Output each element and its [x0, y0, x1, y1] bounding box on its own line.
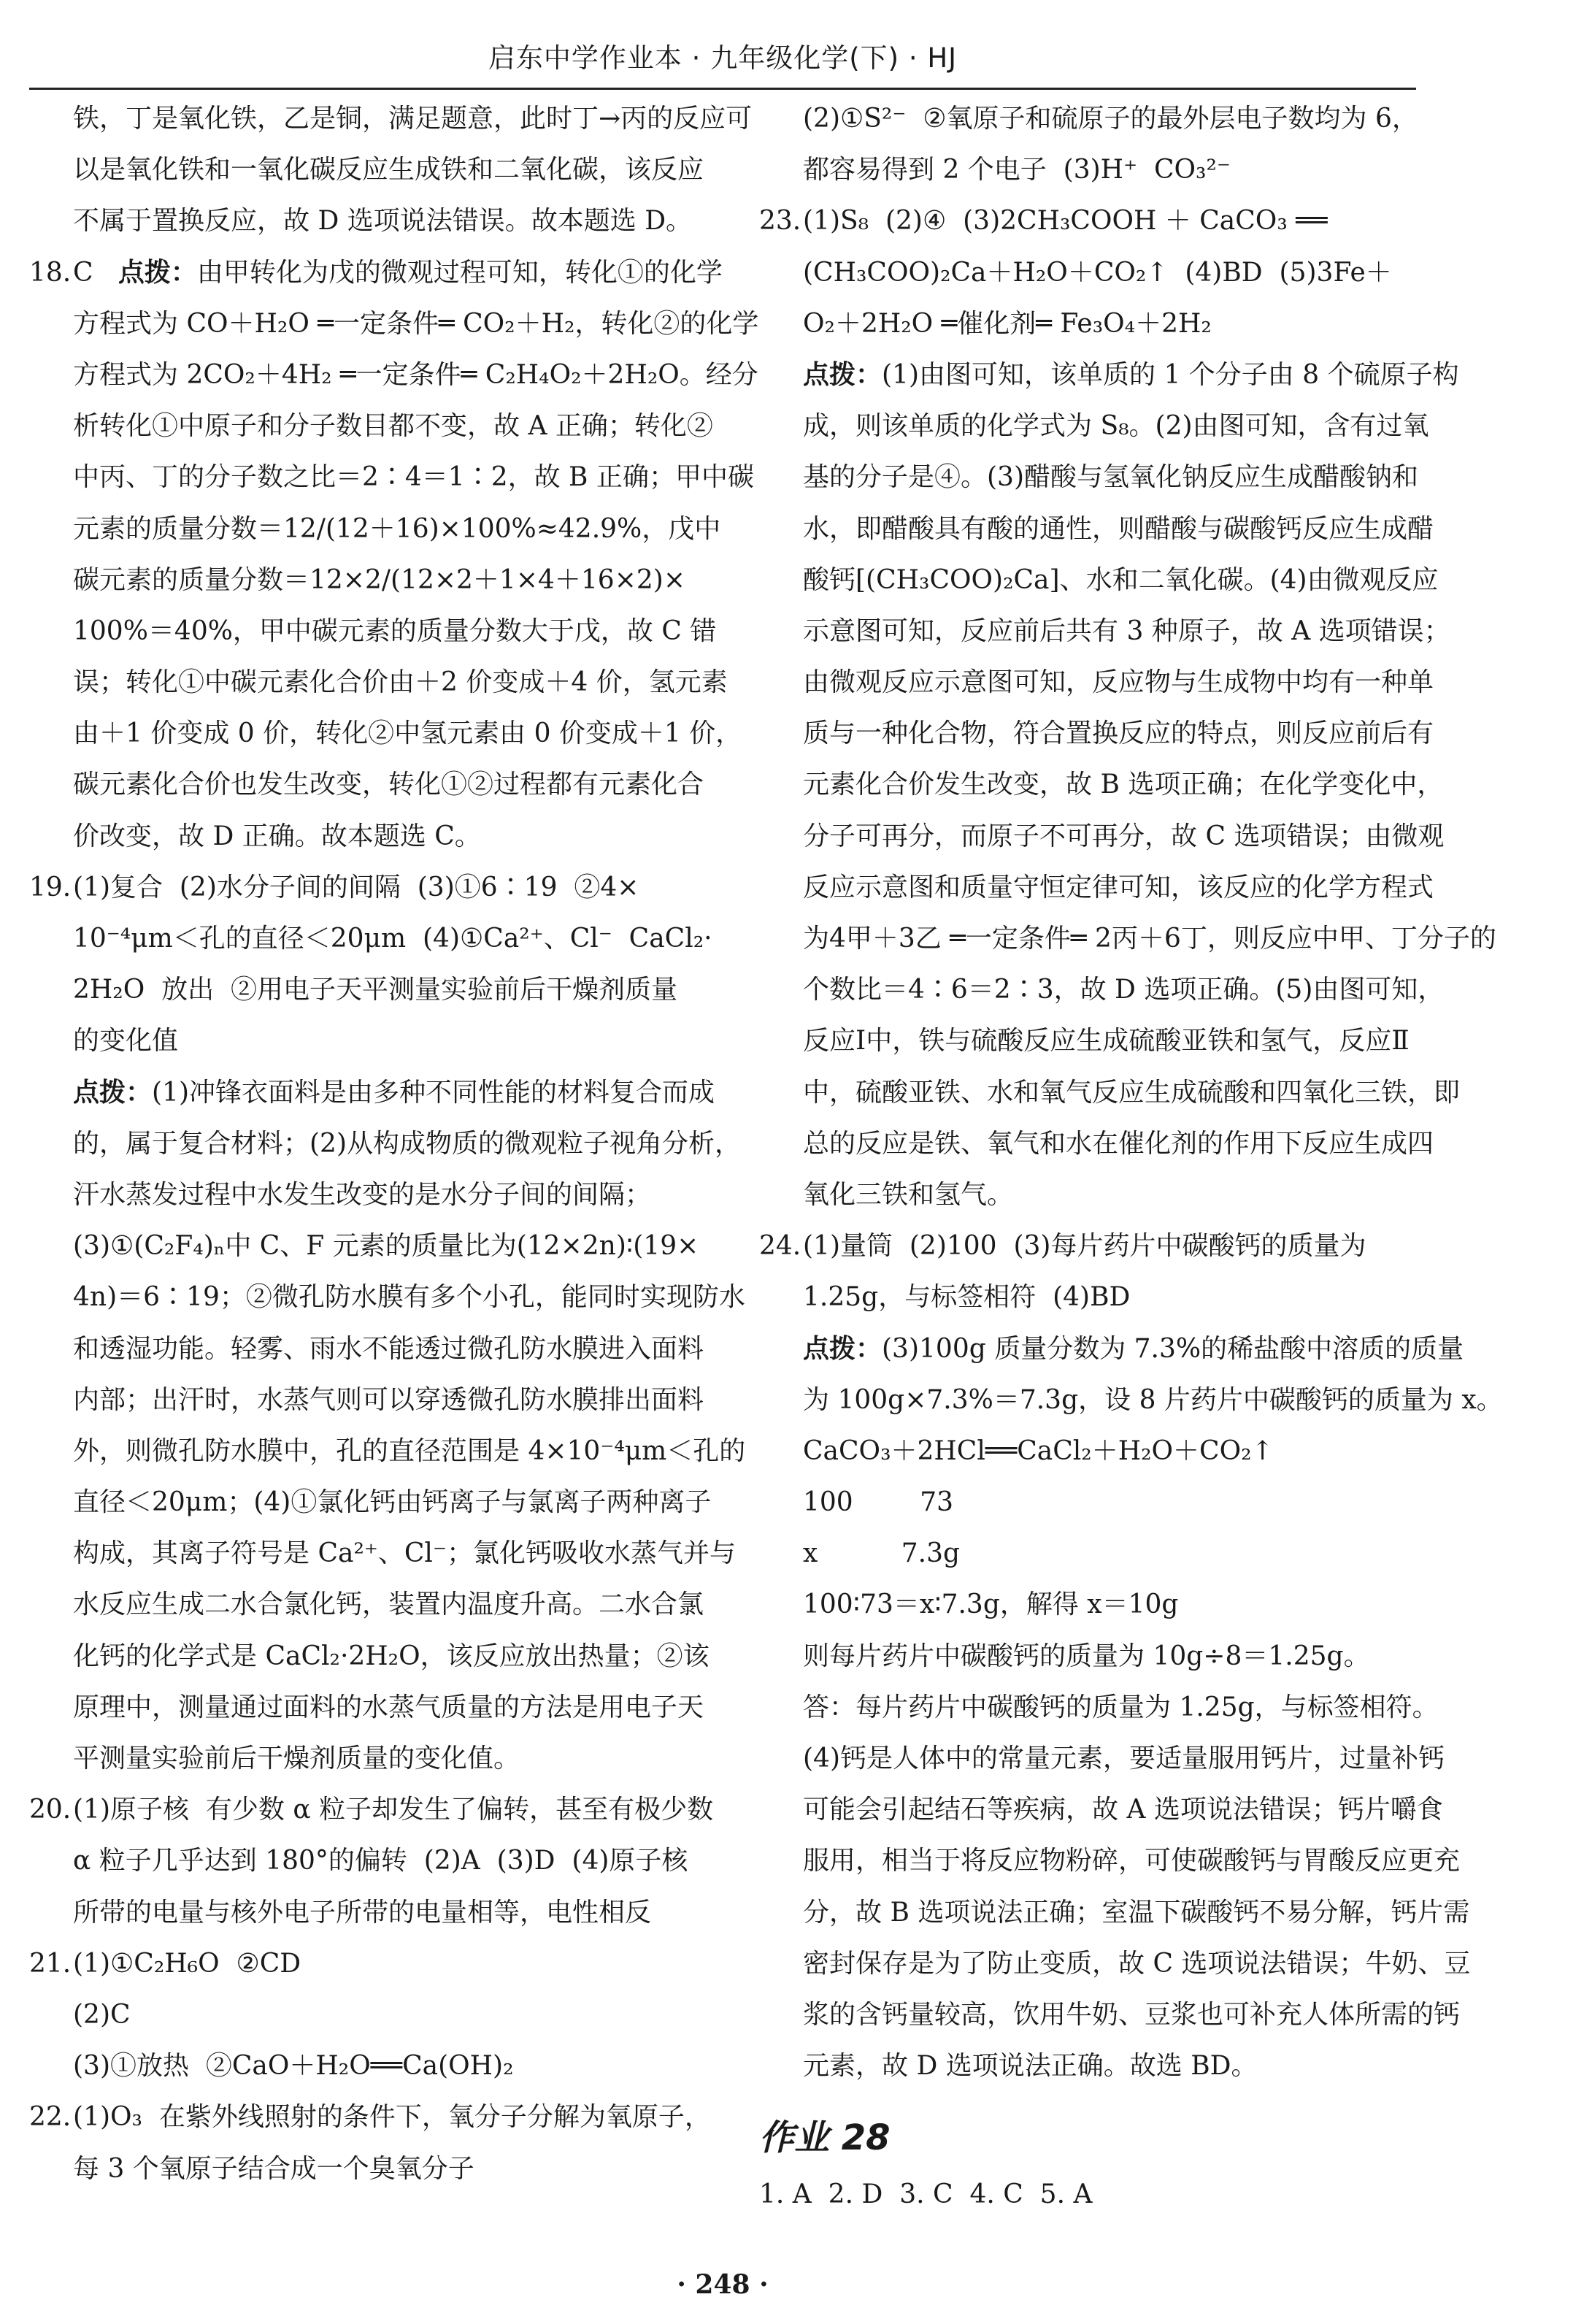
- text-line: 则每片药片中碳酸钙的质量为 10g÷8＝1.25g。: [803, 1641, 1370, 1671]
- text-line: 中丙、丁的分子数之比＝2∶4＝1∶2，故 B 正确；甲中碳: [73, 462, 754, 493]
- equation-line: x 7.3g: [803, 1538, 961, 1569]
- text-line: 误；转化①中碳元素化合价由＋2 价变成＋4 价，氢元素: [73, 667, 728, 698]
- text-line: 成，则该单质的化学式为 S₈。(2)由图可知，含有过氧: [803, 411, 1429, 442]
- text-line: 汗水蒸发过程中水发生改变的是水分子间的间隔；: [73, 1179, 652, 1210]
- left-column: [29, 93, 759, 2195]
- text-line: (3)①放热 ②CaO＋H₂O══Ca(OH)₂: [73, 2051, 514, 2082]
- text-line: 为4甲＋3乙 ═一定条件═ 2丙＋6丁，则反应中甲、丁分子的: [803, 924, 1496, 954]
- text-line: 浆的含钙量较高，饮用牛奶、豆浆也可补充人体所需的钙: [803, 1999, 1461, 2030]
- text-line: 原理中，测量通过面料的水蒸气质量的方法是用电子天: [73, 1692, 704, 1722]
- question-18: 18.C 点拨：由甲转化为戊的微观过程可知，转化①的化学: [29, 257, 723, 288]
- text-line: 每 3 个氧原子结合成一个臭氧分子: [73, 2153, 474, 2184]
- text-line: 以是氧化铁和一氧化碳反应生成铁和二氧化碳，该反应: [73, 155, 704, 185]
- text-line: 所带的电量与核外电子所带的电量相等，电性相反: [73, 1897, 652, 1928]
- question-23: 23.(1)S₈ (2)④ (3)2CH₃COOH ＋ CaCO₃ ══: [759, 206, 1328, 237]
- text-line: 氧化三铁和氢气。: [803, 1179, 1014, 1210]
- text-line: (4)钙是人体中的常量元素，要适量服用钙片，过量补钙: [803, 1744, 1445, 1773]
- text-line: 由＋1 价变成 0 价，转化②中氢元素由 0 价变成＋1 价，: [73, 718, 742, 749]
- text-line: 析转化①中原子和分子数目都不变，故 A 正确；转化②: [73, 411, 713, 442]
- text-line: 内部；出汗时，水蒸气则可以穿透微孔防水膜排出面料: [73, 1384, 704, 1415]
- text-line: 铁，丁是氧化铁，乙是铜，满足题意，此时丁→丙的反应可: [73, 104, 753, 134]
- section-title: 作业 28: [759, 2117, 891, 2159]
- text-line: 质与一种化合物，符合置换反应的特点，则反应前后有: [803, 718, 1434, 749]
- text-line: O₂＋2H₂O ═催化剂═ Fe₃O₄＋2H₂: [803, 308, 1212, 339]
- text-line: 价改变，故 D 正确。故本题选 C。: [73, 821, 481, 851]
- text-line: (2)①S²⁻ ②氧原子和硫原子的最外层电子数均为 6，: [803, 104, 1418, 134]
- text-line: 方程式为 CO＋H₂O ═一定条件═ CO₂＋H₂，转化②的化学: [73, 308, 759, 339]
- text-line: 100%＝40%，甲中碳元素的质量分数大于戊，故 C 错: [73, 615, 717, 646]
- text-line: 构成，其离子符号是 Ca²⁺、Cl⁻；氯化钙吸收水蒸气并与: [73, 1538, 736, 1569]
- text-line: 总的反应是铁、氧气和水在催化剂的作用下反应生成四: [803, 1128, 1434, 1159]
- page-header: 启东中学作业本 · 九年级化学(下) · HJ: [29, 29, 1416, 90]
- text-line: 元素化合价发生改变，故 B 选项正确；在化学变化中，: [803, 770, 1444, 800]
- text-line: 水，即醋酸具有酸的通性，则醋酸与碳酸钙反应生成醋: [803, 513, 1434, 544]
- text-line: 4n)＝6∶19；②微孔防水膜有多个小孔，能同时实现防水: [73, 1282, 745, 1313]
- equation-line: CaCO₃＋2HCl══CaCl₂＋H₂O＋CO₂↑: [803, 1435, 1274, 1466]
- text-line: 中，硫酸亚铁、水和氧气反应生成硫酸和四氧化三铁，即: [803, 1077, 1461, 1108]
- text-line: 外，则微孔防水膜中，孔的直径范围是 4×10⁻⁴μm＜孔的: [73, 1435, 746, 1466]
- text-line: (CH₃COO)₂Ca＋H₂O＋CO₂↑ (4)BD (5)3Fe＋: [803, 257, 1392, 288]
- hint-line: 点拨：(3)100g 质量分数为 7.3%的稀盐酸中溶质的质量: [803, 1333, 1464, 1364]
- question-22: 22.(1)O₃ 在紫外线照射的条件下，氧分子分解为氧原子，: [29, 2102, 711, 2133]
- text-line: 元素，故 D 选项说法正确。故选 BD。: [803, 2051, 1258, 2082]
- text-line: 水反应生成二水合氯化钙，装置内温度升高。二水合氯: [73, 1589, 704, 1620]
- text-line: 反应示意图和质量守恒定律可知，该反应的化学方程式: [803, 872, 1434, 902]
- text-line: 密封保存是为了防止变质，故 C 选项说法错误；牛奶、豆: [803, 1948, 1471, 1979]
- text-line: 为 100g×7.3%＝7.3g，设 8 片药片中碳酸钙的质量为 x。: [803, 1384, 1503, 1415]
- answer-line: 1. A 2. D 3. C 4. C 5. A: [759, 2179, 1093, 2210]
- text-line: 方程式为 2CO₂＋4H₂ ═一定条件═ C₂H₄O₂＋2H₂O。经分: [73, 359, 758, 390]
- text-line: 2H₂O 放出 ②用电子天平测量实验前后干燥剂质量: [73, 975, 678, 1005]
- question-24: 24.(1)量筒 (2)100 (3)每片药片中碳酸钙的质量为: [759, 1231, 1366, 1262]
- page-number: · 248 ·: [677, 2269, 769, 2300]
- question-21: 21.(1)①C₂H₆O ②CD: [29, 1948, 301, 1979]
- text-line: 直径＜20μm；(4)①氯化钙由钙离子与氯离子两种离子: [73, 1487, 712, 1518]
- text-line: 10⁻⁴μm＜孔的直径＜20μm (4)①Ca²⁺、Cl⁻ CaCl₂·: [73, 924, 712, 954]
- text-line: 答：每片药片中碳酸钙的质量为 1.25g，与标签相符。: [803, 1692, 1439, 1722]
- text-line: 服用，相当于将反应物粉碎，可使碳酸钙与胃酸反应更充: [803, 1846, 1461, 1876]
- text-line: α 粒子几乎达到 180°的偏转 (2)A (3)D (4)原子核: [73, 1846, 688, 1876]
- text-line: 碳元素的质量分数＝12×2/(12×2＋1×4＋16×2)×: [73, 564, 685, 595]
- text-line: 分，故 B 选项说法正确；室温下碳酸钙不易分解，钙片需: [803, 1897, 1470, 1928]
- text-line: 酸钙[(CH₃COO)₂Ca]、水和二氧化碳。(4)由微观反应: [803, 564, 1439, 595]
- text-line: 示意图可知，反应前后共有 3 种原子，故 A 选项错误；: [803, 615, 1450, 646]
- equation-line: 100∶73＝x∶7.3g，解得 x＝10g: [803, 1589, 1179, 1620]
- hint-line: 点拨：(1)由图可知，该单质的 1 个分子由 8 个硫原子构: [803, 359, 1459, 390]
- text-line: 碳元素化合价也发生改变，转化①②过程都有元素化合: [73, 770, 704, 800]
- text-line: 基的分子是④。(3)醋酸与氢氧化钠反应生成醋酸钠和: [803, 462, 1418, 493]
- text-line: 都容易得到 2 个电子 (3)H⁺ CO₃²⁻: [803, 155, 1231, 185]
- text-line: 的，属于复合材料；(2)从构成物质的微观粒子视角分析，: [73, 1128, 741, 1159]
- text-line: 1.25g，与标签相符 (4)BD: [803, 1282, 1131, 1313]
- text-line: 的变化值: [73, 1026, 179, 1056]
- text-line: 化钙的化学式是 CaCl₂·2H₂O，该反应放出热量；②该: [73, 1641, 710, 1671]
- text-line: (2)C: [73, 1999, 131, 2030]
- text-line: 平测量实验前后干燥剂质量的变化值。: [73, 1744, 520, 1773]
- text-line: 由微观反应示意图可知，反应物与生成物中均有一种单: [803, 667, 1434, 698]
- equation-line: 100 73: [803, 1487, 954, 1518]
- question-20: 20.(1)原子核 有少数 α 粒子却发生了偏转，甚至有极少数: [29, 1795, 714, 1825]
- text-line: 不属于置换反应，故 D 选项说法错误。故本题选 D。: [73, 206, 693, 237]
- right-column: [759, 93, 1503, 2221]
- text-line: 个数比＝4∶6＝2∶3，故 D 选项正确。(5)由图可知，: [803, 975, 1445, 1005]
- text-line: 分子可再分，而原子不可再分，故 C 选项错误；由微观: [803, 821, 1445, 851]
- text-line: (3)①(C₂F₄)ₙ中 C、F 元素的质量比为(12×2n)∶(19×: [73, 1231, 699, 1262]
- question-19: 19.(1)复合 (2)水分子间的间隔 (3)①6∶19 ②4×: [29, 872, 639, 902]
- text-line: 可能会引起结石等疾病，故 A 选项说法错误；钙片嚼食: [803, 1795, 1443, 1825]
- text-line: 反应Ⅰ中，铁与硫酸反应生成硫酸亚铁和氢气，反应Ⅱ: [803, 1026, 1410, 1056]
- hint-line: 点拨：(1)冲锋衣面料是由多种不同性能的材料复合而成: [73, 1077, 715, 1108]
- text-line: 和透湿功能。轻雾、雨水不能透过微孔防水膜进入面料: [73, 1333, 704, 1364]
- text-line: 元素的质量分数＝12/(12＋16)×100%≈42.9%，戊中: [73, 513, 721, 544]
